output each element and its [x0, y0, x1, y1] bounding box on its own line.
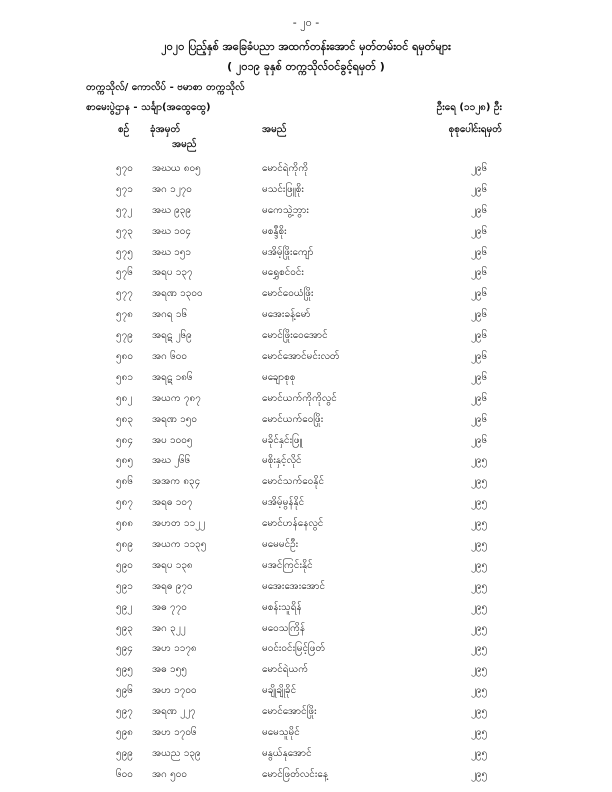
table-row — [0, 261, 612, 282]
table-row — [0, 345, 612, 366]
roll-number: အဃ ၁၀၄ — [152, 225, 191, 237]
row-number: ၅၈၅ — [116, 455, 133, 467]
total-marks: ၂၉၆ — [471, 204, 488, 216]
total-marks: ၂၉၅ — [471, 497, 488, 509]
student-name: မောင်အောင်ဖြိုး — [262, 706, 317, 718]
exam-center-line: စာမေးပွဲဌာန - သင်္ချာ(အထွေထွေ) — [86, 102, 211, 113]
table-row — [0, 199, 612, 220]
row-number: ၅၇၈ — [116, 309, 133, 321]
row-number: ၅၉၉ — [116, 747, 133, 759]
table-row — [0, 679, 612, 700]
total-marks: ၂၉၆ — [471, 330, 488, 342]
student-name: မောင်ရဲကိုကို — [262, 163, 309, 174]
row-number: ၅၈၁ — [116, 371, 133, 383]
total-marks: ၂၉၆ — [471, 371, 488, 383]
roll-number: အရဓ ၁၀၇ — [152, 497, 193, 509]
roll-number: အဟ ၁၁၇၈ — [152, 643, 197, 655]
table-row — [0, 303, 612, 324]
table-row — [0, 157, 612, 178]
header-marks: စုစုပေါင်းရမှတ် — [448, 124, 502, 135]
roll-number: အဂ ၃၂၂ — [152, 622, 186, 634]
student-name: မမေမင်ဦး — [262, 539, 299, 551]
row-number: ၅၉၂ — [116, 601, 133, 613]
roll-number: အဃ ၉၃၉ — [152, 204, 191, 216]
student-count: ဦးရေ (၁၁၂၈) ဦး — [436, 102, 502, 113]
roll-number: အဃယ ၈၀၅ — [152, 163, 201, 174]
table-row — [0, 282, 612, 303]
university-line: တက္ကသိုလ်/ ကောလိပ် - ဗမာစာ တက္ကသိုလ် — [86, 82, 245, 93]
row-number: ၅၈၀ — [116, 351, 133, 363]
student-name: မအေးအေးအောင် — [262, 580, 326, 592]
header-name: အမည် — [262, 124, 287, 135]
roll-number: အဟ ၁၇၀၀ — [152, 685, 197, 697]
header-roll-sub: အမည် — [172, 139, 197, 150]
roll-number: အဓ ၁၅၅ — [152, 664, 187, 676]
roll-number: အဟ ၁၇၀၆ — [152, 727, 197, 739]
table-row — [0, 366, 612, 387]
table-row — [0, 470, 612, 491]
total-marks: ၂၉၅ — [471, 580, 488, 592]
roll-number: အပ ၁၀၀၅ — [152, 434, 193, 446]
row-number: ၅၇၆ — [116, 267, 133, 279]
student-name: မစန်းသူရိန် — [262, 601, 302, 613]
table-row — [0, 700, 612, 721]
row-number: ၅၉၇ — [116, 706, 133, 718]
roll-number: အရပ ၁၃၇ — [152, 267, 193, 279]
table-row — [0, 658, 612, 679]
total-marks: ၂၉၆ — [471, 309, 488, 321]
row-number: ၅၈၃ — [116, 413, 133, 425]
header-no: စဉ် — [118, 124, 130, 135]
row-number: ၅၇၅ — [116, 246, 133, 258]
row-number: ၅၉၆ — [116, 685, 133, 697]
table-row — [0, 575, 612, 596]
row-number: ၅၈၉ — [116, 539, 133, 551]
row-number: ၅၇၉ — [116, 330, 133, 342]
row-number: ၅၈၇ — [116, 497, 133, 509]
total-marks: ၂၉၅ — [471, 559, 488, 571]
roll-number: အယက ၇၈၇ — [152, 392, 201, 404]
row-number: ၆၀၀ — [116, 768, 133, 780]
row-number: ၅၉၀ — [116, 559, 133, 571]
total-marks: ၂၉၅ — [471, 601, 488, 613]
total-marks: ၂၉၅ — [471, 622, 488, 634]
roll-number: အရဏ ၁၅၀ — [152, 413, 198, 425]
roll-number: အရဏ ၂၂၇ — [152, 706, 196, 718]
table-row — [0, 387, 612, 408]
table-row — [0, 449, 612, 470]
total-marks: ၂၉၅ — [471, 768, 488, 780]
total-marks: ၂၉၅ — [471, 727, 488, 739]
results-list — [0, 157, 612, 784]
student-name: မောင်ဟန်နေလွင် — [262, 518, 324, 530]
row-number: ၅၇၃ — [116, 225, 133, 237]
roll-number: အယက ၁၁၃၅ — [152, 539, 207, 551]
total-marks: ၂၉၅ — [471, 643, 488, 655]
header-roll: ခုံအမှတ် — [150, 124, 181, 135]
total-marks: ၂၉၅ — [471, 664, 488, 676]
total-marks: ၂၉၆ — [471, 351, 488, 363]
student-name: မဝေသကြိန် — [262, 622, 306, 634]
student-name: မရွှေစင်ဝင်း — [262, 267, 304, 279]
student-name: မစန္ဒီစိုး — [262, 225, 287, 237]
total-marks: ၂၉၆ — [471, 413, 488, 425]
row-number: ၅၇၀ — [116, 163, 133, 174]
table-row — [0, 596, 612, 617]
roll-number: အဂရ ၁၆ — [152, 309, 188, 321]
student-name: မောင်ဖြတ်လင်းနေ့ — [262, 768, 328, 780]
student-name: မချောစုစု — [262, 371, 296, 383]
student-name: မောင်ယက်ကိုကိုလွင် — [262, 392, 337, 404]
student-name: မချိုချိုခိုင် — [262, 685, 297, 697]
student-name: မအိမ့်ဖြိုးကျော် — [262, 246, 314, 258]
roll-number: အဃ ၂၆၆ — [152, 455, 191, 467]
roll-number: အဂ ၁၂၇၀ — [152, 183, 192, 195]
table-row — [0, 533, 612, 554]
table-row — [0, 324, 612, 345]
document-subtitle: ( ၂၀၁၉ ခုနှစ် တက္ကသိုလ်ဝင်ခွင့်ရမှတ် ) — [227, 60, 385, 73]
total-marks: ၂၉၅ — [471, 476, 488, 488]
roll-number: အဂ ၅၀၀ — [152, 768, 187, 780]
roll-number: အဓ ၇၇၀ — [152, 601, 187, 613]
row-number: ၅၉၁ — [116, 580, 133, 592]
total-marks: ၂၉၅ — [471, 455, 488, 467]
total-marks: ၂၉၆ — [471, 288, 488, 300]
row-number: ၅၇၇ — [116, 288, 133, 300]
roll-number: အရပ ၁၃၈ — [152, 559, 193, 571]
roll-number: အဂ ၆၀၀ — [152, 351, 187, 363]
row-number: ၅၉၈ — [116, 727, 133, 739]
roll-number: အယည ၁၃၉ — [152, 747, 201, 759]
total-marks: ၂၉၆ — [471, 246, 488, 258]
table-row — [0, 178, 612, 199]
roll-number: အရဋ ၁၈၆ — [152, 371, 193, 383]
total-marks: ၂၉၅ — [471, 747, 488, 759]
page-number: - ၂၀ - — [292, 16, 320, 29]
total-marks: ၂၉၆ — [471, 225, 488, 237]
student-name: မောင်ဝေယံဖြိုး — [262, 288, 314, 300]
roll-number: အဃ ၁၅၁ — [152, 246, 191, 258]
document-title: ၂၀၂၀ ပြည့်နှစ် အခြေခံပညာ အထက်တန်းအောင် မှတ်တမ်းဝင် ရမှတ်များ — [161, 40, 451, 53]
roll-number: အဟတ ၁၁၂၂ — [152, 518, 205, 530]
student-name: မအင်ကြင်းနိုင် — [262, 559, 313, 571]
table-row — [0, 742, 612, 763]
table-row — [0, 554, 612, 575]
student-name: မမေသူမိုင် — [262, 727, 300, 739]
table-row — [0, 408, 612, 429]
roll-number: အရဏ ၁၃၀၀ — [152, 288, 203, 300]
row-number: ၅၉၃ — [116, 622, 133, 634]
total-marks: ၂၉၅ — [471, 685, 488, 697]
table-row — [0, 220, 612, 241]
roll-number: အရဓ ၉၇၀ — [152, 580, 193, 592]
roll-number: အရဋ ၂၆၉ — [152, 330, 192, 342]
row-number: ၅၉၅ — [116, 664, 133, 676]
table-row — [0, 637, 612, 658]
total-marks: ၂၉၆ — [471, 183, 488, 195]
row-number: ၅၈၂ — [116, 392, 133, 404]
total-marks: ၂၉၅ — [471, 706, 488, 718]
table-row — [0, 617, 612, 638]
row-number: ၅၈၈ — [116, 518, 134, 530]
row-number: ၅၈၄ — [116, 434, 133, 446]
total-marks: ၂၉၅ — [471, 518, 488, 530]
total-marks: ၂၉၆ — [471, 434, 488, 446]
student-name: မနွယ်နုအောင် — [262, 747, 312, 759]
student-name: မောင်ဖြိုးဝေအောင် — [262, 330, 328, 342]
total-marks: ၂၉၆ — [471, 267, 488, 279]
table-row — [0, 763, 612, 784]
student-name: မောင်အောင်မင်းလတ် — [262, 351, 340, 363]
table-row — [0, 429, 612, 450]
row-number: ၅၇၂ — [116, 204, 133, 216]
table-row — [0, 491, 612, 512]
student-name: မသင်းဖြူစိုး — [262, 183, 304, 195]
row-number: ၅၉၄ — [116, 643, 133, 655]
row-number: ၅၈၆ — [116, 476, 133, 488]
roll-number: အအက ၈၃၄ — [152, 476, 201, 488]
student-name: မောင်ရဲယက် — [262, 664, 309, 676]
row-number: ၅၇၁ — [116, 183, 133, 195]
student-name: မအေးခန့်မော် — [262, 309, 311, 321]
student-name: မောင်သက်ဝေနိုင် — [262, 476, 325, 488]
total-marks: ၂၉၆ — [471, 392, 488, 404]
student-name: မစိုးနှင့်လိုင် — [262, 455, 302, 467]
table-row — [0, 721, 612, 742]
total-marks: ၂၉၆ — [471, 163, 488, 174]
table-row — [0, 241, 612, 262]
student-name: မကေသွဲ့ဘွား — [262, 204, 309, 216]
student-name: မခိုင်နှင်းဖြူ — [262, 434, 303, 446]
table-row — [0, 512, 612, 533]
total-marks: ၂၉၅ — [471, 539, 488, 551]
student-name: မဝင်းဝင်းမြင့်ဖြတ် — [262, 643, 326, 655]
student-name: မအိမ့်မွန်နိုင် — [262, 497, 305, 509]
student-name: မောင်ယက်ဝေဖြိုး — [262, 413, 324, 425]
